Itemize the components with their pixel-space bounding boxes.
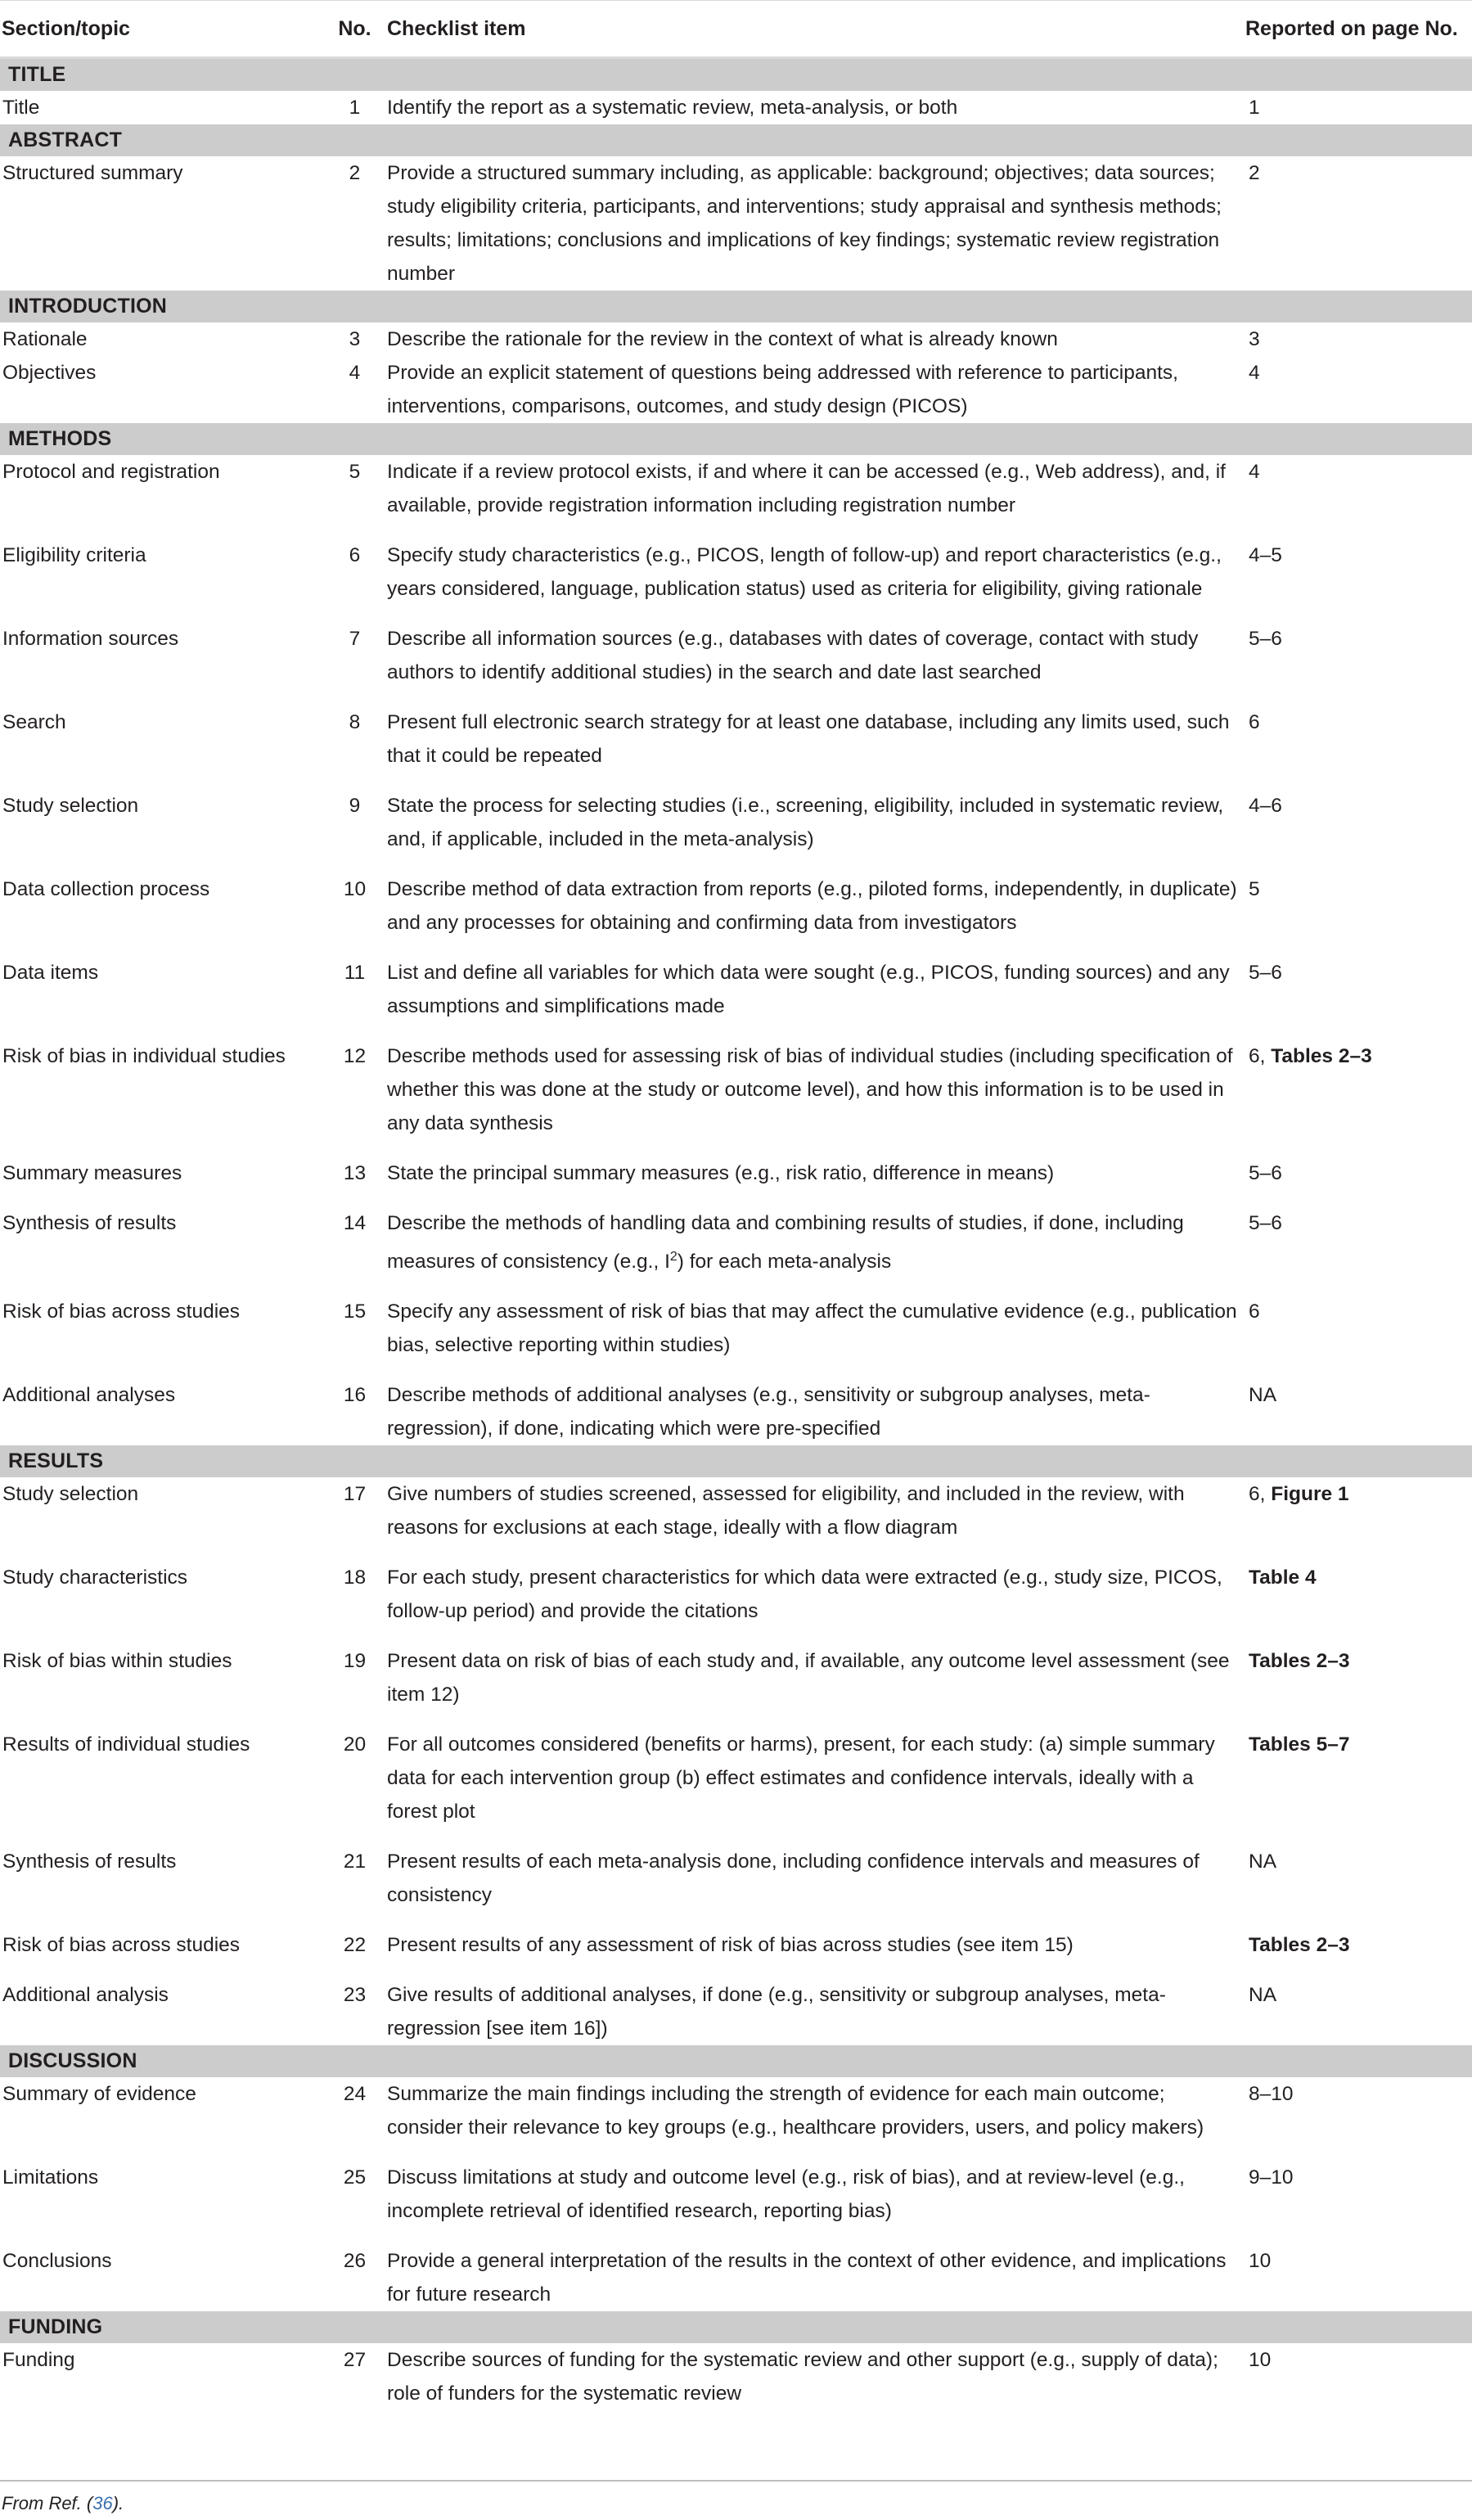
item-number-cell: 19 (343, 1650, 367, 1673)
item-number-cell: 18 (343, 1567, 367, 1589)
header-section-topic: Section/topic (0, 1, 324, 58)
checklist-item-text: Describe the methods of handling data and combining results of studies, if done, including measures of consistency (e.g., I (387, 1212, 1184, 1274)
item-number-cell: 8 (349, 711, 361, 733)
reported-page-text: NA (1249, 1984, 1277, 2007)
table-row (0, 622, 1472, 706)
section-topic-cell: Study selection (2, 795, 139, 817)
checklist-item-cell (385, 1928, 1244, 1978)
section-topic-cell: Risk of bias across studies (2, 1934, 241, 1957)
checklist-item-text: Provide an explicit statement of questions being addressed with reference to participants, interventions, comparisons, outcomes, and study design (PICOS) (387, 362, 1178, 417)
reported-page-table-ref: Tables 5–7 (1249, 1733, 1350, 1756)
section-topic-cell: Title (2, 97, 40, 119)
reported-page-text: 10 (1249, 2349, 1272, 2372)
checklist-item-text: Indicate if a review protocol exists, if and where it can be accessed (e.g., Web address), and, if available, provide registration information including registration number (387, 461, 1226, 516)
section-topic-cell: Objectives (2, 362, 97, 384)
checklist-item-cell (385, 789, 1244, 872)
reported-page-text: 6 (1249, 711, 1260, 733)
checklist-item-text: Discuss limitations at study and outcome level (e.g., risk of bias), and at review-level (e.g., incomplete retrieval of identified research, reporting bias) (387, 2166, 1185, 2223)
item-number-cell: 24 (343, 2083, 367, 2106)
table-row (0, 1378, 1472, 1445)
table-header-row (0, 1, 1472, 58)
item-number-cell: 26 (343, 2250, 367, 2273)
section-topic-cell: Funding (2, 2349, 75, 2372)
table-row (0, 1156, 1472, 1206)
section-topic-cell: Risk of bias across studies (2, 1301, 241, 1323)
table-row (0, 2077, 1472, 2161)
checklist-item-text: Describe all information sources (e.g., databases with dates of coverage, contact with study authors to identify additional studies) in the search and date last searched (387, 628, 1199, 683)
reported-page-cell (1244, 539, 1472, 622)
reported-page-text: 10 (1249, 2250, 1272, 2273)
item-number-cell: 25 (343, 2166, 367, 2189)
section-header-row (0, 291, 1472, 322)
checklist-item-cell (385, 2161, 1244, 2244)
section-topic-cell: Study characteristics (2, 1567, 188, 1589)
reported-page-text: NA (1249, 1384, 1277, 1407)
table-row (0, 1477, 1472, 1561)
item-number-cell: 1 (349, 97, 361, 119)
reported-page-text: 4–5 (1249, 544, 1282, 566)
checklist-item-cell (385, 622, 1244, 706)
checklist-item-cell (385, 1295, 1244, 1378)
checklist-item-text: Specify any assessment of risk of bias that may affect the cumulative evidence (e.g., publication bias, selective reporting within studies) (387, 1301, 1237, 1357)
item-number-cell: 12 (343, 1045, 367, 1067)
checklist-item-text: State the principal summary measures (e.g., risk ratio, difference in means) (387, 1162, 1055, 1184)
checklist-item-text: Specify study characteristics (e.g., PICOS, length of follow-up) and report characteristics (e.g., years considered, language, publication status) used as criteria for eligibility, giving rationale (387, 544, 1222, 600)
reported-page-cell (1244, 1156, 1472, 1206)
item-number-cell: 27 (343, 2349, 367, 2372)
checklist-item-superscript: 2 (669, 1250, 677, 1264)
checklist-item-cell (385, 1561, 1244, 1644)
reported-page-table-ref: Table 4 (1249, 1567, 1317, 1589)
section-topic-cell: Summary measures (2, 1162, 182, 1184)
reported-page-text: 6, (1249, 1045, 1272, 1067)
table-row (0, 91, 1472, 124)
reported-page-cell (1244, 2077, 1472, 2161)
reported-page-cell (1244, 356, 1472, 423)
table-row (0, 455, 1472, 539)
checklist-item-cell (385, 1845, 1244, 1928)
item-number-cell: 22 (343, 1934, 367, 1957)
reported-page-text: 6 (1249, 1301, 1260, 1323)
reported-page-text: 9–10 (1249, 2166, 1294, 2189)
reported-page-cell (1244, 1206, 1472, 1295)
reported-page-cell (1244, 91, 1472, 124)
section-header-row (0, 1445, 1472, 1477)
reported-page-text: NA (1249, 1851, 1277, 1873)
reported-page-table-ref: Tables 2–3 (1249, 1650, 1350, 1673)
table-row (0, 539, 1472, 622)
checklist-item-cell (385, 872, 1244, 956)
section-title: ABSTRACT (0, 124, 1472, 156)
reported-page-cell (1244, 156, 1472, 291)
section-topic-cell: Eligibility criteria (2, 544, 146, 566)
table-row (0, 1295, 1472, 1378)
checklist-item-cell (385, 322, 1244, 356)
reported-page-cell (1244, 1378, 1472, 1445)
checklist-item-cell (385, 539, 1244, 622)
table-row (0, 1206, 1472, 1295)
section-topic-cell: Synthesis of results (2, 1212, 177, 1234)
reported-page-table-ref: Tables 2–3 (1271, 1045, 1372, 1067)
reported-page-cell (1244, 1728, 1472, 1845)
reported-page-text: 8–10 (1249, 2083, 1294, 2106)
section-topic-cell: Data items (2, 962, 99, 984)
section-title: METHODS (0, 423, 1472, 455)
checklist-item-text: For all outcomes considered (benefits or harms), present, for each study: (a) simple summary data for each intervention group (b) effect estimates and confidence intervals, ideally with a forest plot (387, 1733, 1215, 1824)
checklist-item-cell (385, 1156, 1244, 1206)
section-topic-cell: Rationale (2, 328, 88, 350)
table-row (0, 1978, 1472, 2045)
item-number-cell: 3 (349, 328, 361, 350)
checklist-item-text: List and define all variables for which data were sought (e.g., PICOS, funding sources) and any assumptions and simplifications made (387, 962, 1230, 1017)
section-topic-cell: Protocol and registration (2, 461, 220, 483)
table-row (0, 2161, 1472, 2244)
checklist-item-cell (385, 1477, 1244, 1561)
item-number-cell: 2 (349, 162, 361, 184)
checklist-item-text: Describe methods used for assessing risk of bias of individual studies (including specification of whether this was done at the study or outcome level), and how this information is to be used in any data synthesis (387, 1045, 1233, 1134)
reported-page-cell (1244, 2244, 1472, 2311)
section-title: INTRODUCTION (0, 291, 1472, 322)
footer-rule (0, 2480, 1472, 2482)
section-title: RESULTS (0, 1445, 1472, 1477)
footnote (2, 2493, 124, 2514)
item-number-cell: 15 (343, 1301, 367, 1323)
reported-page-text: 6, (1249, 1483, 1272, 1506)
reported-page-cell (1244, 1477, 1472, 1561)
reported-page-cell (1244, 2161, 1472, 2244)
reported-page-cell (1244, 1561, 1472, 1644)
reported-page-text: 5–6 (1249, 1162, 1282, 1184)
checklist-item-cell (385, 1206, 1244, 1295)
checklist-item-text: State the process for selecting studies (i.e., screening, eligibility, included in systematic review, and, if applicable, included in the meta-analysis) (387, 795, 1224, 850)
checklist-item-cell (385, 2077, 1244, 2161)
section-topic-cell: Summary of evidence (2, 2083, 196, 2106)
section-title: FUNDING (0, 2311, 1472, 2343)
reported-page-cell (1244, 2343, 1472, 2410)
item-number-cell: 5 (349, 461, 361, 483)
section-header-row (0, 124, 1472, 156)
reported-page-cell (1244, 789, 1472, 872)
table-row (0, 322, 1472, 356)
item-number-cell: 13 (343, 1162, 367, 1184)
table-row (0, 1728, 1472, 1845)
checklist-item-text: Describe the rationale for the review in the context of what is already known (387, 328, 1058, 350)
reported-page-text: 4 (1249, 362, 1260, 384)
checklist-item-text: Provide a general interpretation of the results in the context of other evidence, and implications for future research (387, 2250, 1227, 2306)
table-row (0, 956, 1472, 1039)
table-row (0, 1039, 1472, 1156)
reported-page-cell (1244, 1295, 1472, 1378)
item-number-cell: 23 (343, 1984, 367, 2007)
checklist-item-text: Describe sources of funding for the systematic review and other support (e.g., supply of data); role of funders for the systematic review (387, 2349, 1218, 2405)
section-title: DISCUSSION (0, 2045, 1472, 2077)
checklist-item-text: For each study, present characteristics for which data were extracted (e.g., study size, PICOS, follow-up period) and provide the citations (387, 1567, 1222, 1623)
checklist-item-text: Present results of each meta-analysis done, including confidence intervals and measures of consistency (387, 1851, 1200, 1907)
reported-page-text: 4 (1249, 461, 1260, 483)
section-topic-cell: Data collection process (2, 878, 210, 900)
section-header-row (0, 423, 1472, 455)
reported-page-text: 5 (1249, 878, 1260, 900)
header-reported-on-page: Reported on page No. (1244, 1, 1472, 58)
reported-page-cell (1244, 1039, 1472, 1156)
checklist-item-text: Provide a structured summary including, as applicable: background; objectives; data sources; study eligibility criteria, participants, and interventions; study appraisal and synthesis methods; results; limitations; conclusions and implications of key findings; systematic review registration number (387, 162, 1222, 285)
table-row (0, 706, 1472, 789)
reported-page-text: 5–6 (1249, 628, 1282, 650)
checklist-item-cell (385, 156, 1244, 291)
table-row (0, 2343, 1472, 2410)
checklist-item-cell (385, 706, 1244, 789)
checklist-item-cell (385, 455, 1244, 539)
checklist-item-cell (385, 956, 1244, 1039)
section-topic-cell: Structured summary (2, 162, 183, 184)
item-number-cell: 10 (343, 878, 367, 900)
checklist-item-cell (385, 1978, 1244, 2045)
checklist-item-text: Present full electronic search strategy for at least one database, including any limits used, such that it could be repeated (387, 711, 1230, 767)
reported-page-table-ref: Tables 2–3 (1249, 1934, 1350, 1957)
section-topic-cell: Search (2, 711, 66, 733)
table-row (0, 789, 1472, 872)
item-number-cell: 7 (349, 628, 361, 650)
checklist-item-cell (385, 356, 1244, 423)
table-row (0, 1928, 1472, 1978)
checklist-item-text: Describe method of data extraction from reports (e.g., piloted forms, independently, in duplicate) and any processes for obtaining and confirming data from investigators (387, 878, 1237, 934)
checklist-item-cell (385, 1378, 1244, 1445)
checklist-item-cell (385, 2343, 1244, 2410)
section-topic-cell: Information sources (2, 628, 179, 650)
checklist-item-text: Describe methods of additional analyses (e.g., sensitivity or subgroup analyses, meta-regression), if done, indicating which were pre-specified (387, 1384, 1150, 1440)
reported-page-cell (1244, 1978, 1472, 2045)
checklist-item-cell (385, 1728, 1244, 1845)
section-topic-cell: Conclusions (2, 2250, 112, 2273)
reported-page-cell (1244, 1845, 1472, 1928)
item-number-cell: 16 (343, 1384, 367, 1407)
reported-page-cell (1244, 872, 1472, 956)
header-no: No. (324, 1, 385, 58)
reported-page-text: 5–6 (1249, 1212, 1282, 1234)
item-number-cell: 20 (343, 1733, 367, 1756)
section-title: TITLE (0, 58, 1472, 92)
table-row (0, 156, 1472, 291)
reported-page-text: 5–6 (1249, 962, 1282, 984)
section-topic-cell: Additional analysis (2, 1984, 169, 2007)
checklist-item-text: Summarize the main findings including the strength of evidence for each main outcome; consider their relevance to key groups (e.g., healthcare providers, users, and policy makers) (387, 2083, 1204, 2139)
section-topic-cell: Risk of bias in individual studies (2, 1045, 286, 1067)
checklist-item-text: Give numbers of studies screened, assessed for eligibility, and included in the review, with reasons for exclusions at each stage, ideally with a flow diagram (387, 1483, 1185, 1539)
checklist-item-cell (385, 1039, 1244, 1156)
footnote-ref-link[interactable]: 36 (92, 2493, 113, 2513)
section-header-row (0, 2311, 1472, 2343)
section-topic-cell: Study selection (2, 1483, 139, 1506)
section-topic-cell: Additional analyses (2, 1384, 176, 1407)
checklist-item-cell (385, 2244, 1244, 2311)
checklist-item-text: Present results of any assessment of risk of bias across studies (see item 15) (387, 1934, 1074, 1957)
reported-page-cell (1244, 1644, 1472, 1728)
reported-page-cell (1244, 706, 1472, 789)
section-topic-cell: Synthesis of results (2, 1851, 177, 1873)
section-header-row (0, 2045, 1472, 2077)
table-body (0, 58, 1472, 2411)
item-number-cell: 9 (349, 795, 361, 817)
reported-page-cell (1244, 956, 1472, 1039)
checklist-item-text: Present data on risk of bias of each study and, if available, any outcome level assessment (see item 12) (387, 1650, 1230, 1706)
table-row (0, 1561, 1472, 1644)
table-row (0, 1845, 1472, 1928)
item-number-cell: 11 (344, 962, 366, 984)
checklist-item-text: Give results of additional analyses, if done (e.g., sensitivity or subgroup analyses, meta-regression [see item 16]) (387, 1984, 1166, 2040)
reported-page-table-ref: Figure 1 (1271, 1483, 1349, 1506)
reported-page-cell (1244, 1928, 1472, 1978)
item-number-cell: 21 (343, 1851, 367, 1873)
item-number-cell: 17 (343, 1483, 367, 1506)
table-row (0, 872, 1472, 956)
footnote-suffix: ). (112, 2493, 124, 2513)
reported-page-text: 3 (1249, 328, 1260, 350)
item-number-cell: 6 (349, 544, 361, 566)
footnote-prefix: From Ref. ( (2, 2493, 93, 2513)
table-row (0, 2244, 1472, 2311)
section-topic-cell: Results of individual studies (2, 1733, 250, 1756)
checklist-item-cell (385, 91, 1244, 124)
section-topic-cell: Limitations (2, 2166, 99, 2189)
reported-page-text: 2 (1249, 162, 1260, 184)
reported-page-cell (1244, 455, 1472, 539)
header-checklist-item: Checklist item (385, 1, 1244, 58)
item-number-cell: 14 (343, 1212, 367, 1234)
checklist-item-text: Identify the report as a systematic review, meta-analysis, or both (387, 97, 958, 119)
table-row (0, 1644, 1472, 1728)
reported-page-text: 4–6 (1249, 795, 1282, 817)
section-header-row (0, 58, 1472, 92)
section-topic-cell: Risk of bias within studies (2, 1650, 232, 1673)
reported-page-cell (1244, 322, 1472, 356)
reported-page-cell (1244, 622, 1472, 706)
table-row (0, 356, 1472, 423)
checklist-item-text-tail: ) for each meta-analysis (677, 1251, 892, 1274)
reported-page-text: 1 (1249, 97, 1260, 119)
item-number-cell: 4 (349, 362, 361, 384)
checklist-item-cell (385, 1644, 1244, 1728)
